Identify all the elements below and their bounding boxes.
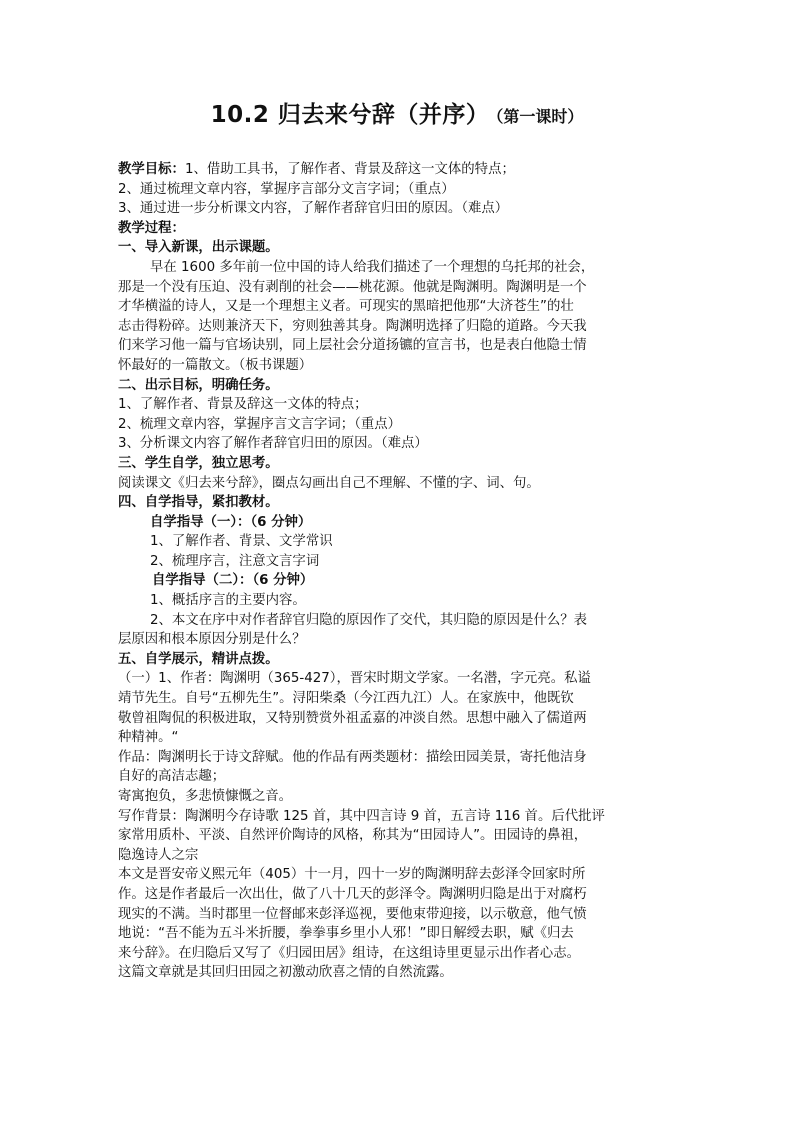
text-line: 层原因和根本原因分别是什么？ bbox=[118, 632, 306, 648]
text-line: 种精神。“ bbox=[118, 730, 179, 746]
text-line: 本文是晋安帝义熙元年（405）十一月，四十一岁的陶渊明辞去彭泽令回家时所 bbox=[118, 867, 586, 883]
text-line: 隐逸诗人之宗 bbox=[118, 847, 199, 863]
text-line: 寄寓抱负，多悲愤慷慨之音。 bbox=[118, 789, 293, 804]
text-line: 这篇文章就是其回归田园之初激动欣喜之情的自然流露。 bbox=[118, 965, 453, 981]
text-line: （一）1、作者：陶渊明（365-427），晋宋时期文学家。一名潜，字元亮。私谥 bbox=[118, 671, 591, 687]
document-body bbox=[118, 160, 718, 983]
text-line: 敬曾祖陶侃的积极进取，又特别赞赏外祖孟嘉的冲淡自然。思想中融入了儒道两 bbox=[118, 710, 587, 726]
text-line: 自好的高洁志趣； bbox=[118, 769, 226, 785]
text-line: 志击得粉碎。达则兼济天下，穷则独善其身。陶渊明选择了归隐的道路。今天我 bbox=[118, 318, 587, 334]
text-line: 怀最好的一篇散文。（板书课题） bbox=[118, 357, 313, 373]
text-line: 教学过程： bbox=[118, 220, 185, 236]
text-line: 自学指导（一）：（6 分钟） bbox=[150, 514, 312, 530]
text-line: 阅读课文《归去来兮辞》，圈点勾画出自己不理解、不懂的字、词、句。 bbox=[118, 475, 540, 491]
text-line: 1、概括序言的主要内容。 bbox=[150, 593, 306, 609]
text-line: 靖节先生。自号“五柳先生”。浔阳柴桑（今江西九江）人。在家族中，他既钦 bbox=[118, 691, 574, 707]
text-line: 2、通过梳理文章内容，掌握序言部分文言字词；（重点） bbox=[118, 181, 455, 197]
text-line: 早在 1600 多年前一位中国的诗人给我们描述了一个理想的乌托邦的社会， bbox=[150, 259, 595, 275]
text-line bbox=[118, 160, 718, 180]
text-line: 3、分析课文内容了解作者辞官归田的原因。（难点） bbox=[118, 436, 428, 452]
text-line: 2、本文在序中对作者辞官归隐的原因作了交代，其归隐的原因是什么？表 bbox=[150, 612, 588, 628]
text-line: 们来学习他一篇与官场诀别，同上层社会分道扬镳的宣言书，也是表白他隐士情 bbox=[118, 338, 587, 354]
text-line: 来兮辞》。在归隐后又写了《归园田居》组诗，在这组诗里更显示出作者心志。 bbox=[118, 945, 580, 961]
text-line: 家常用质朴、平淡、自然评价陶诗的风格，称其为“田园诗人”。田园诗的鼻祖， bbox=[118, 828, 588, 844]
label-text: 1、借助工具书，了解作者、背景及辞这一文体的特点； bbox=[184, 162, 515, 177]
text-line: 二、出示目标，明确任务。 bbox=[118, 377, 279, 393]
text-line: 现实的不满。当时郡里一位督邮来彭泽巡视，要他束带迎接，以示敬意，他气愤 bbox=[118, 906, 587, 922]
text-line: 2、梳理序言，注意文言字词 bbox=[150, 553, 320, 569]
title-sub: （第一课时） bbox=[495, 107, 584, 126]
text-line: 1、了解作者、背景及辞这一文体的特点； bbox=[118, 397, 368, 413]
text-line: 才华横溢的诗人，又是一个理想主义者。可现实的黑暗把他那“大济苍生”的壮 bbox=[118, 299, 574, 315]
text-line: 四、自学指导，紧扣教材。 bbox=[118, 495, 279, 511]
text-line: 五、自学展示，精讲点拨。 bbox=[118, 651, 279, 667]
text-line: 自学指导（二）：（6 分钟） bbox=[152, 573, 314, 589]
text-line: 写作背景：陶渊明今存诗歌 125 首，其中四言诗 9 首，五言诗 116 首。后代批评 bbox=[118, 808, 605, 824]
text-line: 3、通过进一步分析课文内容，了解作者辞官归田的原因。（难点） bbox=[118, 201, 509, 217]
text-line: 地说：“吾不能为五斗米折腰，拳拳事乡里小人邪！”即日解绶去职，赋《归去 bbox=[118, 926, 574, 942]
text-line: 2、梳理文章内容，掌握序言文言字词；（重点） bbox=[118, 416, 402, 432]
text-line: 一、导入新课，出示课题。 bbox=[118, 240, 279, 256]
text-line: 1、了解作者、背景、文学常识 bbox=[150, 534, 333, 550]
text-line: 那是一个没有压迫、没有剥削的社会——桃花源。他就是陶渊明。陶渊明是一个 bbox=[118, 279, 587, 295]
text-line: 三、学生自学，独立思考。 bbox=[118, 455, 279, 471]
text-line: 作品：陶渊明长于诗文辞赋。他的作品有两类题材：描绘田园美景，寄托他洁身 bbox=[118, 749, 587, 765]
title-main: 10.2 归去来兮辞（并序） bbox=[210, 102, 490, 128]
document-title bbox=[0, 96, 794, 129]
text-line: 作。这是作者最后一次出仕，做了八十几天的彭泽令。陶渊明归隐是出于对腐朽 bbox=[118, 886, 587, 902]
label-bold: 教学目标： bbox=[118, 162, 185, 177]
